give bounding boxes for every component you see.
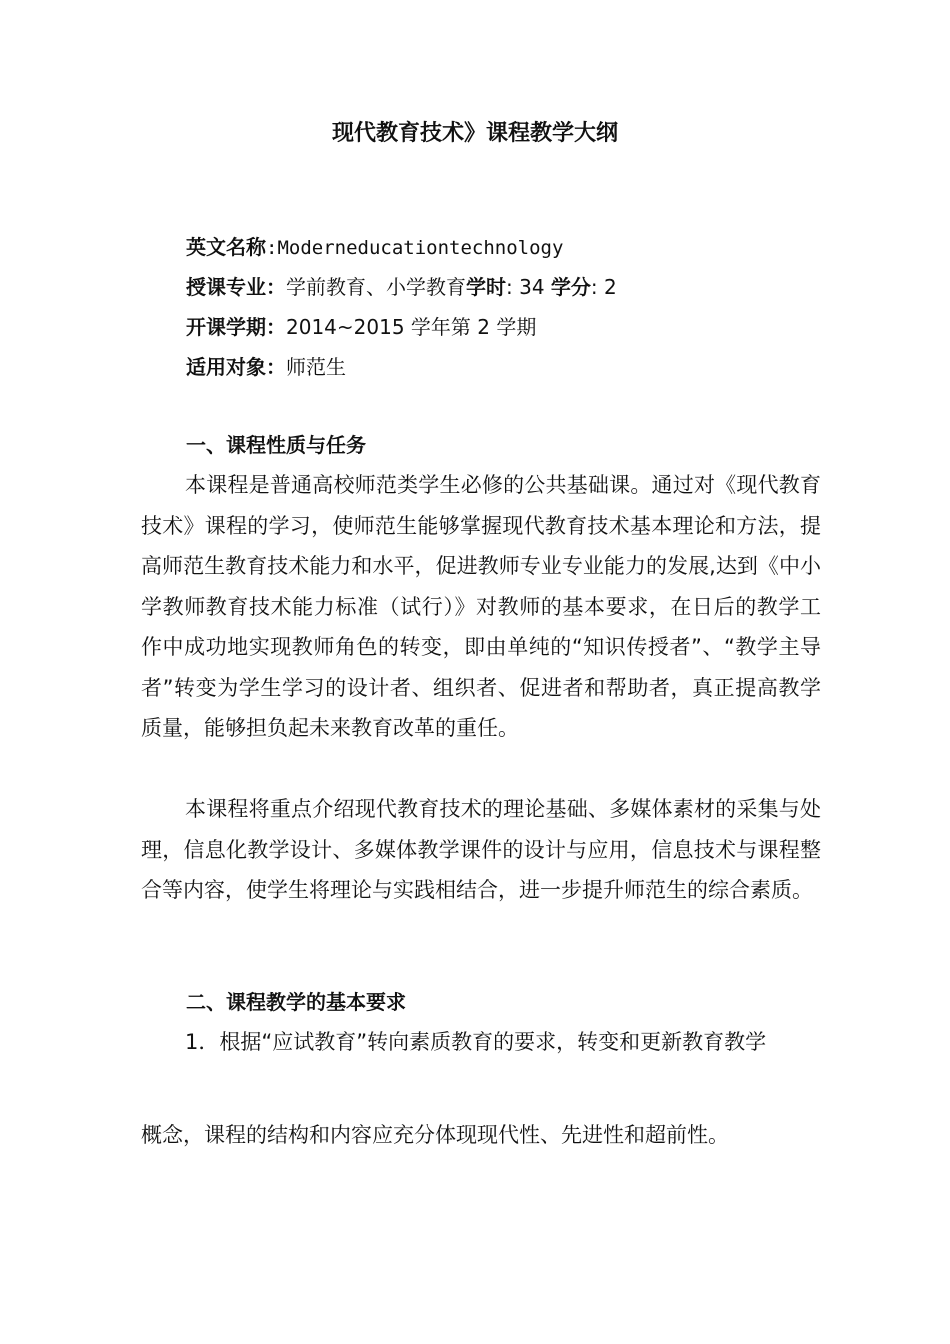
hours-label: 学时 bbox=[466, 275, 506, 299]
major-label: 授课专业： bbox=[186, 275, 286, 299]
audience-value: 师范生 bbox=[286, 355, 346, 379]
audience-line bbox=[186, 353, 346, 381]
credits-label: 学分 bbox=[550, 275, 591, 299]
paragraph: 本课程是普通高校师范类学生必修的公共基础课。通过对《现代教育技术》课程的学习，使师范生能够掌握现代教育技术基本理论和方法，提高师范生教育技术能力和水平，促进教师专业专业能力的发展,达到《中小学教师教育技术能力标准（试行）》对教师的基本要求，在日后的教学工作中成功地实现教师角色的转变，即由单纯的“知识传授者”、“教学主导者”转变为学生学习的设计者、组织者、促进者和帮助者，真正提高教学质量，能够担负起未来教育改革的重任。 bbox=[141, 473, 821, 740]
credits-value: : 2 bbox=[590, 275, 617, 299]
major-value: 学前教育、小学教育 bbox=[286, 275, 466, 299]
document-title: 现代教育技术》课程教学大纲 bbox=[331, 121, 618, 146]
term-value: 2014~2015 学年第 2 学期 bbox=[286, 315, 537, 339]
paragraph: 1．根据“应试教育”转向素质教育的要求，转变和更新教育教学 bbox=[185, 1030, 767, 1054]
major-line bbox=[186, 273, 617, 301]
term-label: 开课学期： bbox=[186, 315, 286, 339]
section-heading: 二、课程教学的基本要求 bbox=[186, 990, 406, 1014]
english-name-value: :Moderneducationtechnology bbox=[266, 237, 564, 259]
section-heading: 一、课程性质与任务 bbox=[186, 433, 366, 457]
audience-label: 适用对象： bbox=[186, 355, 286, 379]
english-name-line bbox=[186, 233, 563, 262]
paragraph: 概念，课程的结构和内容应充分体现现代性、先进性和超前性。 bbox=[141, 1123, 729, 1147]
english-name-label: 英文名称 bbox=[186, 235, 266, 259]
hours-value: : 34 bbox=[506, 275, 545, 299]
paragraph: 本课程将重点介绍现代教育技术的理论基础、多媒体素材的采集与处理，信息化教学设计、多媒体教学课件的设计与应用，信息技术与课程整合等内容，使学生将理论与实践相结合，进一步提升师范生的综合素质。 bbox=[141, 797, 821, 902]
term-line bbox=[186, 313, 536, 341]
